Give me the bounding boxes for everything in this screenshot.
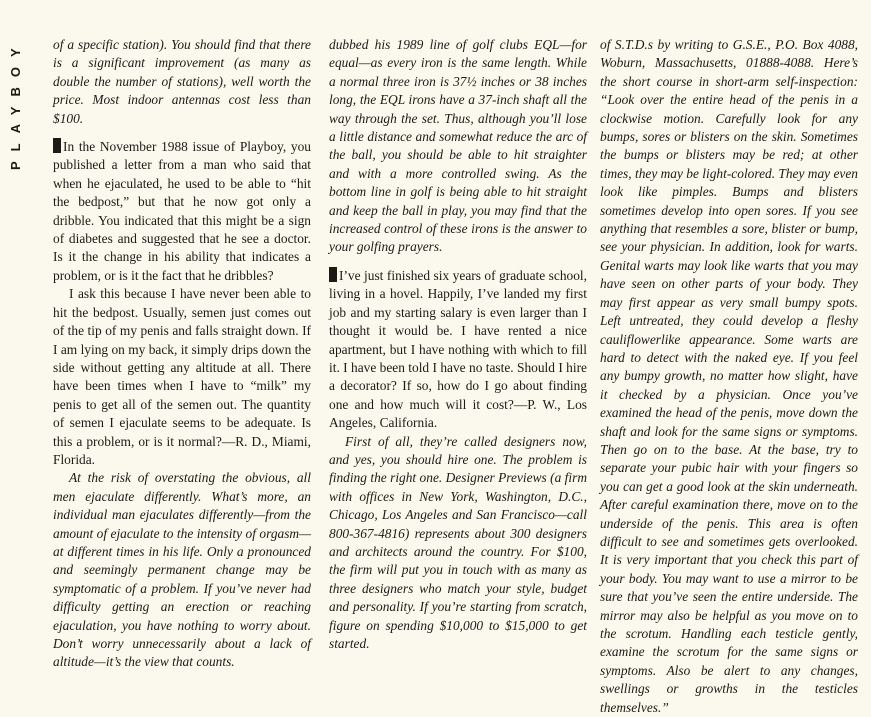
answer-paragraph: of S.T.D.s by writing to G.S.E., P.O. Box 4088, Woburn, Massachusetts, 01888-4088. Here’s the short course in short-arm self-inspection: “Look over the entire head of the penis in a clockwise motion. Carefully look for any bumps, sores or blisters on the skin. Sometimes the bumps or blisters may be red; at other times, they may be light-colored. They may even look like pimples. Bumps and blisters sometimes develop into open sores. If you see anything that resembles a sore, blister or bump, see your physician. In addition, look for warts. Genital warts may look like warts that you may have seen on other parts of your body. They may first appear as very small bumpy spots. Left untreated, they could develop a fleshy cauliflowerlike appearance. Some warts are hard to detect with the naked eye. If you feel any bumpy growth, no matter how slight, have it checked by a physician. Once you’ve examined the head of the penis, move down the shaft and look for the same signs or symptoms. Then go on to the base. At the base, try to separate your pubic hair with your fingers so you can get a good look at the skin underneath. After careful examination there, move on to the underside of the penis. This area is often difficult to see and sometimes gets overlooked. It is very important that you check this part of your body. You may want to use a mirror to be sure that you’ve seen the entire underside. The mirror may also be helpful as you move on to the scrotum. Handling each testicle gently, examine the scrotum for the same signs or symptoms. Also be alert to any changes, swellings or growths in the testicles themselves.” <box>600 37 858 715</box>
answer-paragraph: First of all, they’re called designers now, and yes, you should hire one. The problem is finding the right one. Designer Previews (a firm with offices in New York, Washington, D.C., Chicago, Los Angeles and San Francisco—call 800-367-4816) represents about 300 designers and architects around the country. For $100, the firm will put you in touch with as many as three designers who match your style, budget and personality. If you’re starting from scratch, figure on spending $10,000 to $15,000 to get started. <box>329 433 587 651</box>
answer-paragraph: At the risk of overstating the obvious, all men ejaculate differently. What’s more, an individual man ejaculates differently—from the amount of ejaculate to the intensity of orgasm—at different times in his life. Only a pronounced and seemingly permanent change may be symptomatic of a problem. If you’ve never had difficulty getting an erection or reaching ejaculation, you have nothing to worry about. Don’t worry unnecessarily about a lack of altitude—it’s the view that counts. <box>53 470 311 670</box>
letter-text: In the November 1988 issue of Playboy, you published a letter from a man who said that when he ejaculated, he used to be able to “hit the bedpost,” but that he now got only a dribble. You indicated that this might be a sign of diabetes and suggested that he see a doctor. Is it the change in his ability that indicates a problem, or is it the fact that he dribbles? <box>53 139 311 283</box>
letter-paragraph <box>53 138 311 285</box>
running-head <box>6 34 28 174</box>
letter-paragraph: I ask this because I have never been able to hit the bedpost. Usually, semen just comes out of the tip of my penis and falls straight down. If I am lying on my back, it simply drips down the side without getting any altitude at all. There have been times when I have to “milk” my penis to get all of the semen out. The quantity of semen I ejaculate seems to be adequate. Is this a problem, or is it normal?—R. D., Miami, Florida. <box>53 286 311 467</box>
column-2 <box>329 36 587 653</box>
paragraph-marker-icon <box>329 267 337 282</box>
letter-text: I’ve just finished six years of graduate school, living in a hovel. Happily, I’ve landed my first job and my starting salary is even larger than I thought it would be. I have rented a nice apartment, but I have nothing with which to fill it. I have been told I have no taste. Should I hire a decorator? If so, how do I go about finding one and how much will it cost?—P. W., Los Angeles, California. <box>329 267 587 431</box>
running-head-text: PLAYBOY <box>8 38 23 170</box>
letter-paragraph <box>329 267 587 433</box>
column-3 <box>600 36 858 717</box>
paragraph-marker-icon <box>53 138 61 153</box>
answer-paragraph: of a specific station). You should find that there is a significant improvement (as many as double the number of stations), well worth the price. Most indoor antennas cost less than $100. <box>53 37 311 126</box>
column-1 <box>53 36 311 672</box>
answer-paragraph: dubbed his 1989 line of golf clubs EQL—for equal—as every iron is the same length. While a normal three iron is 37½ inches or 38 inches long, the EQL irons have a 37-inch shaft all the way through the set. Thus, although you’ll lose a little distance and somewhat reduce the arc of the ball, you should be able to hit straighter and with a more controlled swing. As the bottom line in golf is being able to hit straight and keep the ball in play, you may find that the increased control of these irons is the answer to your golfing prayers. <box>329 37 587 255</box>
